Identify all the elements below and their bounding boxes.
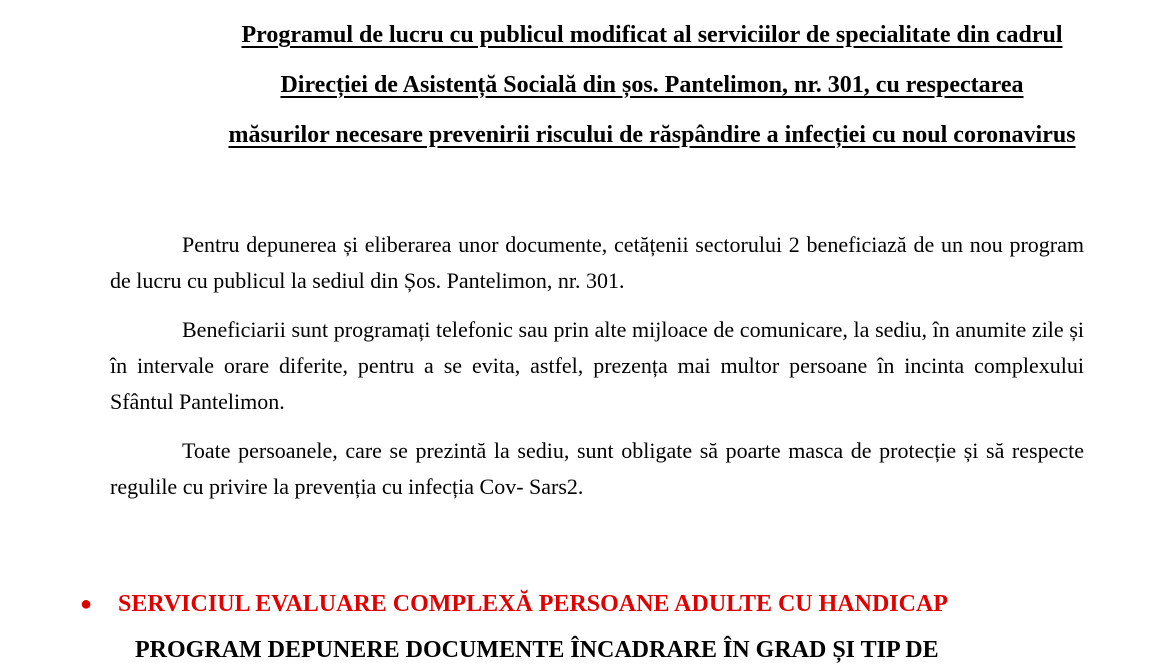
title-line-3: măsurilor necesare prevenirii riscului de răspândire a infecției cu noul coronavirus: [228, 122, 1076, 148]
title-line-1: Programul de lucru cu publicul modificat al serviciilor de specialitate din cadrul: [241, 22, 1063, 48]
paragraph-3: Toate persoanele, care se prezintă la sediu, sunt obligate să poarte masca de protecție și să respecte regulile cu privire la prevenția cu infecția Cov- Sars2.: [110, 438, 1084, 499]
title-line-2: Direcției de Asistență Socială din șos. Pantelimon, nr. 301, cu respectarea: [280, 72, 1024, 98]
document-body: [110, 227, 1084, 518]
section-title: SERVICIUL EVALUARE COMPLEXĂ PERSOANE ADULTE CU HANDICAP: [118, 591, 948, 617]
section-subtitle: PROGRAM DEPUNERE DOCUMENTE ÎNCADRARE ÎN GRAD ȘI TIP DE: [135, 637, 939, 663]
document-title: [110, 10, 1170, 160]
paragraph-1: Pentru depunerea și eliberarea unor documente, cetățenii sectorului 2 beneficiază de un nou program de lucru cu publicul la sediul din Șos. Pantelimon, nr. 301.: [110, 232, 1084, 293]
paragraph-2: Beneficiarii sunt programați telefonic sau prin alte mijloace de comunicare, la sediu, în anumite zile și în intervale orare diferite, pentru a se evita, astfel, prezența mai multor persoane în incinta complexului Sfântul Pantelimon.: [110, 317, 1084, 414]
bullet-dot-icon: ●: [80, 593, 93, 615]
